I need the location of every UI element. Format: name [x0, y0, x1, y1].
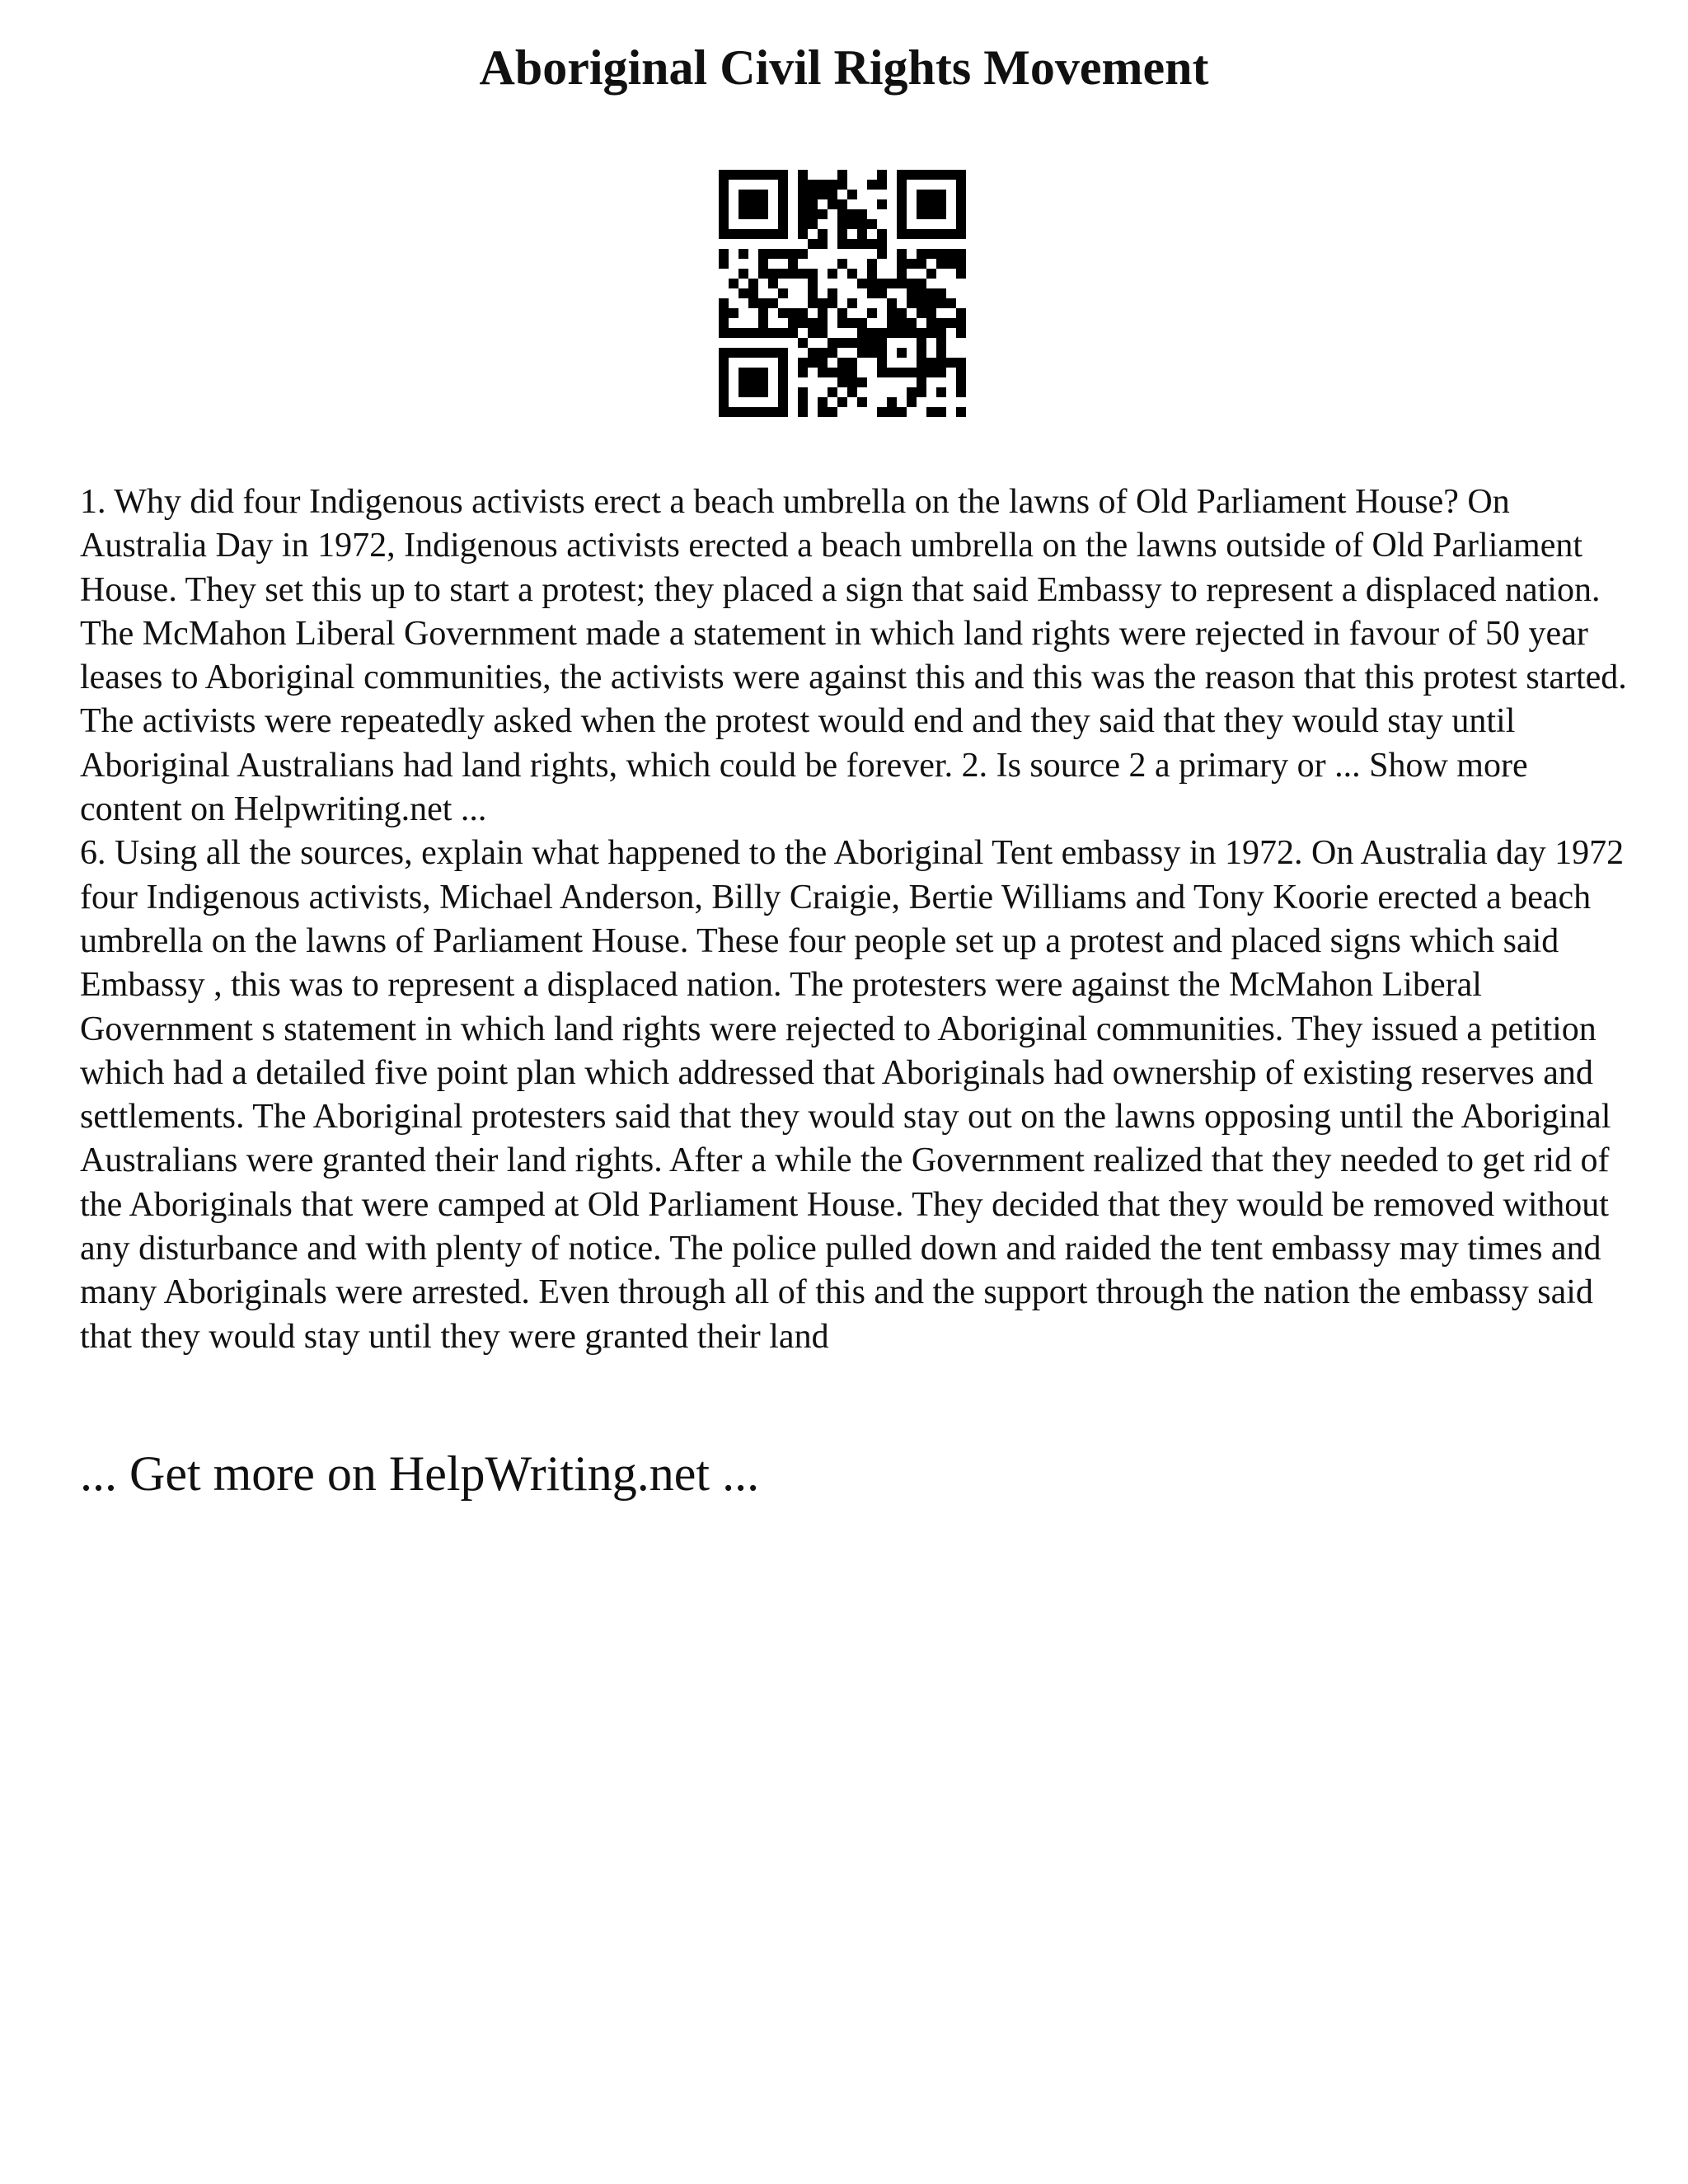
get-more-link[interactable]: ... Get more on HelpWriting.net ... [80, 1446, 760, 1501]
paragraph-1: 1. Why did four Indigenous activists erect a beach umbrella on the lawns of Old Parliament House? On Australia Day in 1972, Indigenous activists erected a beach umbrella on the lawns outside of Old Parliament House. They set this up to start a protest; they placed a sign that said Embassy to represent a displaced nation. The McMahon Liberal Government made a statement in which land rights were rejected in favour of 50 year leases to Aboriginal communities, the activists were against this and this was the reason that this protest started. The activists were repeatedly asked when the protest would end and they said that they would stay until Aboriginal Australians had land rights, which could be forever. 2. Is source 2 a primary or ... Show more content on Helpwriting.net ... [80, 483, 1627, 829]
paragraph-2: 6. Using all the sources, explain what happened to the Aboriginal Tent embassy in 1972. On Australia day 1972 four Indigenous activists, Michael Anderson, Billy Craigie, Bertie Williams and Tony Koorie erected a beach umbrella on the lawns of Parliament House. These four people set up a protest and placed signs which said Embassy , this was to represent a displaced nation. The protesters were against the McMahon Liberal Government s statement in which land rights were rejected to Aboriginal communities. They issued a petition which had a detailed five point plan which addressed that Aboriginals had ownership of existing reserves and settlements. The Aboriginal protesters said that they would stay out on the lawns opposing until the Aboriginal Australians were granted their land rights. After a while the Government realized that they needed to get rid of the Aboriginals that were camped at Old Parliament House. They decided that they would be removed without any disturbance and with plenty of notice. The police pulled down and raided the tent embassy may times and many Aboriginals were arrested. Even through all of this and the support through the nation the embassy said that they would stay until they were granted their land [80, 834, 1625, 1356]
qr-code-icon[interactable] [719, 170, 966, 417]
page-title: Aboriginal Civil Rights Movement [479, 40, 1209, 95]
article-body [80, 480, 1629, 1359]
